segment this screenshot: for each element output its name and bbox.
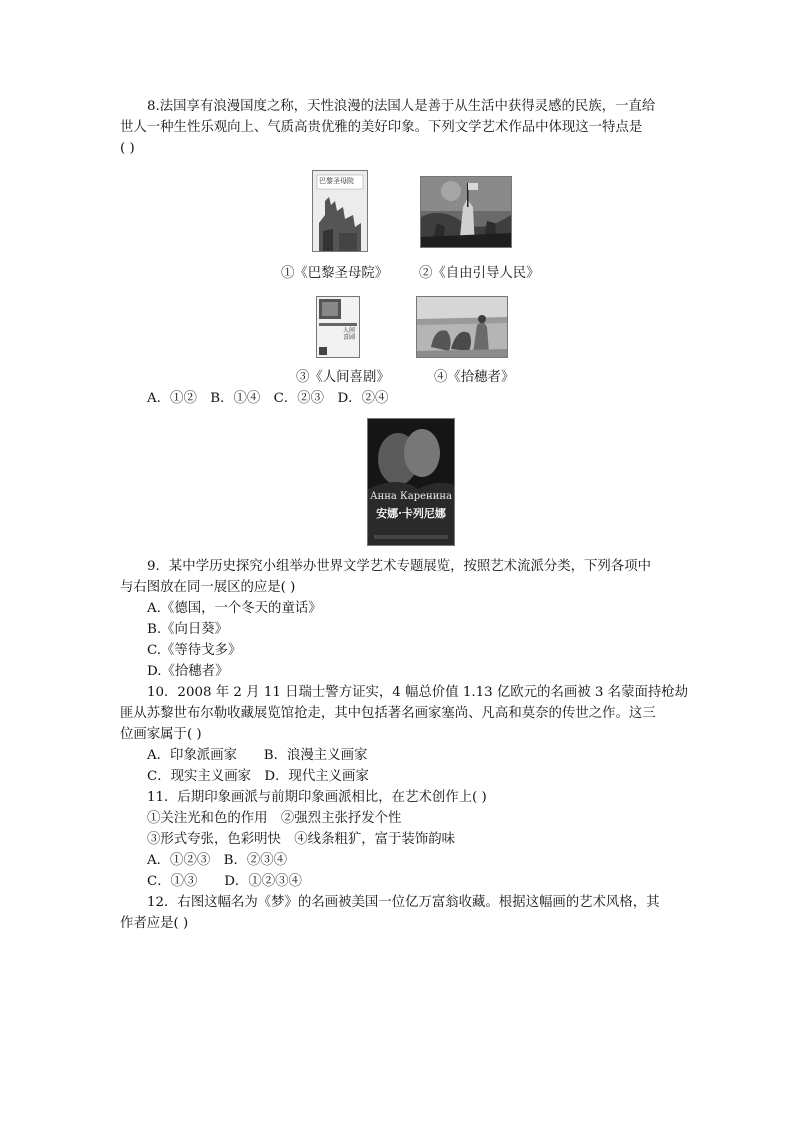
q12-line-1: 12．右图这幅名为《梦》的名画被美国一位亿万富翁收藏。根据这幅画的艺术风格，其: [147, 895, 660, 910]
q9-option-d: D.《拾穗者》: [147, 664, 229, 679]
liberty-leading-people-image: [420, 176, 512, 248]
q11-item-1: ①关注光和色的作用 ②强烈主张抒发个性: [147, 811, 402, 826]
q8-line-3: ( ): [120, 141, 135, 156]
q12-line-2: 作者应是( ): [120, 916, 189, 931]
q11-line-1: 11．后期印象画派与前期印象画派相比，在艺术创作上( ): [147, 790, 487, 805]
anna-karenina-cover-image: [367, 418, 455, 546]
q11-options-2: C．①③ D．①②③④: [147, 874, 302, 889]
q8-line-2: 世人一种生性乐观向上、气质高贵优雅的美好印象。下列文学艺术作品中体现这一特点是: [120, 120, 643, 135]
q10-line-1: 10．2008 年 2 月 11 日瑞士警方证实，4 幅总价值 1.13 亿欧元的名画被 3 名蒙面持枪劫: [147, 685, 689, 700]
q9-line-1: 9．某中学历史探究小组举办世界文学艺术专题展览，按照艺术流派分类，下列各项中: [147, 559, 651, 574]
q11-item-2: ③形式夸张，色彩明快 ④线条粗犷，富于装饰韵味: [147, 832, 455, 847]
caption-notre-dame: ①《巴黎圣母院》: [281, 266, 389, 281]
caption-gleaners: ④《拾穗者》: [434, 370, 515, 385]
caption-human-comedy: ③《人间喜剧》: [296, 370, 390, 385]
q9-option-b: B.《向日葵》: [147, 622, 229, 637]
caption-liberty: ②《自由引导人民》: [419, 266, 540, 281]
q10-options-1: A．印象派画家 B．浪漫主义画家: [147, 748, 368, 763]
q8-line-1: 8.法国享有浪漫国度之称，天性浪漫的法国人是善于从生活中获得灵感的民族，一直给: [147, 99, 656, 114]
anna-karenina-title-ru: Анна Каренина: [369, 491, 453, 502]
q9-option-c: C.《等待戈多》: [147, 643, 242, 658]
human-comedy-cover-title: 人间喜剧: [343, 327, 356, 341]
q9-line-2: 与右图放在同一展区的应是( ): [120, 580, 296, 595]
q11-options-1: A．①②③ B．②③④: [147, 853, 288, 868]
q9-option-a: A.《德国，一个冬天的童话》: [147, 601, 322, 616]
gleaners-image: [416, 296, 508, 358]
q10-line-3: 位画家属于( ): [120, 727, 202, 742]
human-comedy-cover-image: [316, 296, 360, 358]
notre-dame-cover-title: 巴黎圣母院: [319, 177, 354, 185]
q8-options: A．①② B．①④ C．②③ D．②④: [147, 391, 389, 406]
q10-line-2: 匪从苏黎世布尔勒收藏展览馆抢走，其中包括著名画家塞尚、凡高和莫奈的传世之作。这三: [120, 706, 656, 721]
q10-options-2: C．现实主义画家 D．现代主义画家: [147, 769, 369, 784]
notre-dame-cover-image: [312, 170, 368, 252]
anna-karenina-title-cn: 安娜·卡列尼娜: [376, 507, 446, 520]
